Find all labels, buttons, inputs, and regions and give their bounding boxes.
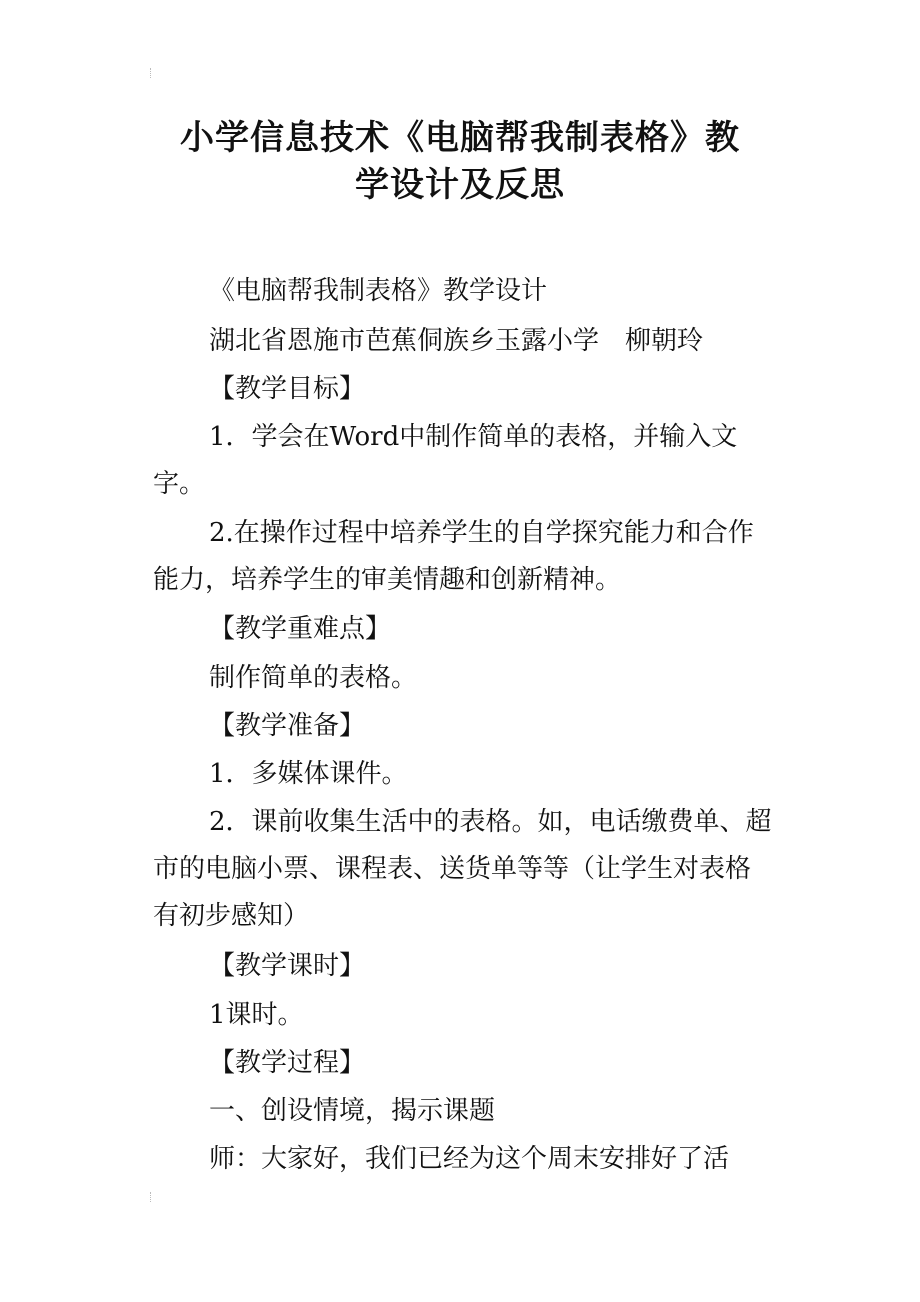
corner-mark: [150, 1192, 155, 1202]
process-step-1: 一、创设情境，揭示课题: [209, 1096, 496, 1126]
section-subtitle: 《电脑帮我制表格》教学设计: [209, 276, 548, 306]
objective-2: 2.在操作过程中培养学生的自学探究能力和合作能力，培养学生的审美情趣和创新精神。: [153, 518, 754, 595]
process-dialogue: 师：大家好，我们已经为这个周末安排好了活: [209, 1144, 730, 1174]
document-title-line-1: 小学信息技术《电脑帮我制表格》教: [180, 118, 740, 158]
preparation-2: 2．课前收集生活中的表格。如，电话缴费单、超市的电脑小票、课程表、送货单等等（让学生对表格有初步感知）: [153, 807, 772, 931]
heading-key-points: 【教学重难点】: [209, 614, 392, 644]
heading-preparation: 【教学准备】: [209, 711, 366, 741]
author-line: 湖北省恩施市芭蕉侗族乡玉露小学 柳朝玲: [209, 326, 704, 356]
document-title-line-2: 学设计及反思: [355, 165, 565, 205]
class-hours-text: 1课时。: [209, 1000, 304, 1030]
heading-objectives: 【教学目标】: [209, 374, 366, 404]
corner-mark: [150, 68, 155, 78]
heading-class-hours: 【教学课时】: [209, 951, 366, 981]
key-point-text: 制作简单的表格。: [209, 663, 418, 693]
objective-1: 1．学会在Word中制作简单的表格，并输入文字。: [153, 422, 738, 499]
preparation-1: 1．多媒体课件。: [209, 759, 408, 789]
heading-process: 【教学过程】: [209, 1048, 366, 1078]
